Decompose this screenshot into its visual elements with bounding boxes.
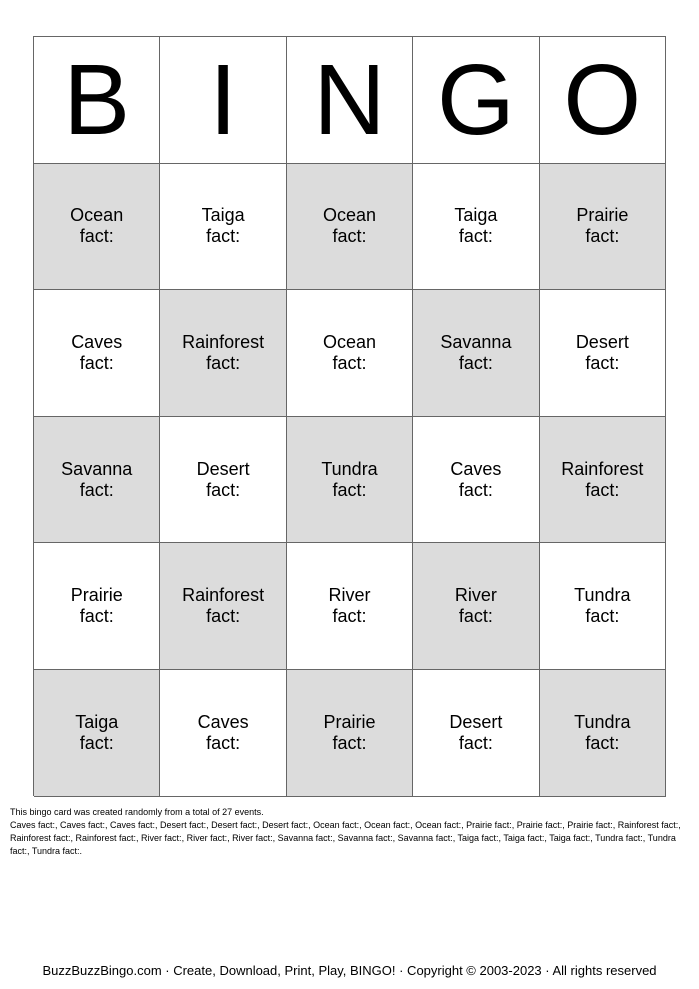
cell-text — [71, 585, 123, 627]
cell-event-name: Ocean — [322, 205, 377, 226]
cell-event-suffix: fact: — [206, 479, 241, 500]
cell-event-name: Desert — [449, 711, 503, 732]
header-cell-o — [540, 37, 666, 164]
cell-event-name: Tundra — [574, 711, 631, 732]
cell-event-name: Prairie — [70, 585, 123, 606]
cell-event-suffix: fact: — [79, 479, 114, 500]
cell-text — [321, 459, 377, 501]
cell-event-suffix: fact: — [458, 479, 493, 500]
cell-event-suffix: fact: — [79, 352, 114, 373]
header-cell-g — [413, 37, 539, 164]
grid-cell — [34, 670, 160, 797]
cell-event-suffix: fact: — [332, 732, 367, 753]
cell-event-name: Desert — [196, 458, 250, 479]
cell-event-suffix: fact: — [332, 352, 367, 373]
cell-event-suffix: fact: — [332, 606, 367, 627]
grid-cell — [34, 417, 160, 544]
header-letter: G — [437, 43, 515, 156]
card-info — [10, 806, 690, 858]
grid-cell — [540, 670, 666, 797]
cell-event-name: River — [328, 585, 371, 606]
cell-event-name: Rainforest — [182, 331, 265, 352]
cell-event-name: River — [454, 585, 497, 606]
cell-text — [323, 205, 376, 247]
cell-event-name: Caves — [197, 711, 249, 732]
grid-cell — [160, 290, 286, 417]
cell-event-suffix: fact: — [585, 606, 620, 627]
cell-event-suffix: fact: — [332, 479, 367, 500]
cell-event-name: Rainforest — [561, 458, 644, 479]
cell-event-name: Savanna — [61, 458, 133, 479]
cell-text — [61, 459, 132, 501]
cell-text — [455, 585, 497, 627]
header-cell-i — [160, 37, 286, 164]
grid-cell — [540, 164, 666, 291]
grid-cell — [160, 543, 286, 670]
cell-text — [202, 205, 245, 247]
grid-cell — [160, 417, 286, 544]
cell-event-suffix: fact: — [332, 226, 367, 247]
header-letter: B — [63, 43, 131, 156]
cell-event-suffix: fact: — [585, 226, 620, 247]
grid-row — [34, 670, 666, 797]
cell-event-suffix: fact: — [206, 226, 241, 247]
cell-event-suffix: fact: — [458, 226, 493, 247]
cell-text — [449, 712, 502, 754]
grid-cell — [413, 290, 539, 417]
card-summary: This bingo card was created randomly from a total of 27 events. — [10, 807, 264, 817]
grid-cell — [287, 543, 413, 670]
grid-cell — [413, 417, 539, 544]
grid-cell — [540, 417, 666, 544]
cell-event-name: Tundra — [574, 585, 631, 606]
cell-event-suffix: fact: — [79, 732, 114, 753]
cell-event-name: Desert — [575, 331, 629, 352]
grid-row — [34, 164, 666, 291]
grid-row — [34, 543, 666, 670]
grid-cell — [160, 670, 286, 797]
grid-cell — [413, 670, 539, 797]
cell-event-suffix: fact: — [458, 352, 493, 373]
cell-event-suffix: fact: — [585, 732, 620, 753]
cell-text — [75, 712, 118, 754]
header-letter: N — [313, 43, 386, 156]
grid-row — [34, 417, 666, 544]
grid-cell — [34, 543, 160, 670]
cell-text — [329, 585, 371, 627]
cell-event-name: Taiga — [201, 205, 245, 226]
cell-text — [197, 459, 250, 501]
cell-event-name: Prairie — [576, 205, 629, 226]
grid-cell — [34, 164, 160, 291]
cell-event-suffix: fact: — [206, 352, 241, 373]
header-cell-b — [34, 37, 160, 164]
header-letter: I — [209, 43, 237, 156]
grid-cell — [540, 290, 666, 417]
cell-text — [561, 459, 643, 501]
header-letter: O — [563, 43, 642, 156]
grid-cell — [34, 290, 160, 417]
cell-event-name: Ocean — [322, 331, 377, 352]
cell-text — [70, 205, 123, 247]
cell-event-suffix: fact: — [79, 226, 114, 247]
cell-event-name: Caves — [450, 458, 502, 479]
cell-event-suffix: fact: — [206, 732, 241, 753]
header-cell-n — [287, 37, 413, 164]
cell-text — [576, 332, 629, 374]
cell-text — [323, 332, 376, 374]
grid-cell — [413, 543, 539, 670]
cell-text — [576, 205, 628, 247]
cell-event-suffix: fact: — [585, 479, 620, 500]
grid-cell — [413, 164, 539, 291]
cell-text — [454, 205, 497, 247]
cell-text — [324, 712, 376, 754]
cell-text — [71, 332, 122, 374]
grid-cell — [160, 164, 286, 291]
grid-row — [34, 290, 666, 417]
cell-text — [574, 712, 630, 754]
cell-event-name: Caves — [71, 331, 123, 352]
cell-event-name: Ocean — [70, 205, 124, 226]
cell-event-name: Rainforest — [182, 585, 265, 606]
cell-event-suffix: fact: — [79, 606, 114, 627]
cell-text — [440, 332, 511, 374]
cell-text — [198, 712, 249, 754]
footer: BuzzBuzzBingo.com · Create, Download, Print, Play, BINGO! · Copyright © 2003-2023 · All rights reserved — [42, 963, 657, 978]
grid-cell — [287, 164, 413, 291]
cell-event-name: Prairie — [323, 711, 376, 732]
grid-cell — [540, 543, 666, 670]
events-list: Caves fact:, Caves fact:, Caves fact:, Desert fact:, Desert fact:, Desert fact:, Ocean fact:, Ocean fact:, Ocean fact:, Prairie fact:, Prairie fact:, Prairie fact:, Rainforest fact:, Rainforest fact:, Rainforest fact:, River fact:, River fact:, River fact:, Savanna fact:, Savanna fact:, Savanna fact:, Taiga fact:, Taiga fact:, Taiga fact:, Tundra fact:, Tundra fact:, Tundra fact:. — [10, 820, 681, 856]
cell-event-suffix: fact: — [458, 732, 493, 753]
cell-event-name: Tundra — [321, 458, 378, 479]
cell-text — [450, 459, 501, 501]
grid-cell — [287, 670, 413, 797]
header-row — [34, 37, 666, 164]
cell-event-name: Taiga — [454, 205, 498, 226]
cell-event-name: Taiga — [75, 711, 119, 732]
bingo-card — [33, 36, 666, 796]
cell-event-suffix: fact: — [458, 606, 493, 627]
grid-cell — [287, 290, 413, 417]
cell-text — [182, 585, 264, 627]
cell-event-suffix: fact: — [585, 352, 620, 373]
cell-text — [182, 332, 264, 374]
cell-event-name: Savanna — [440, 331, 512, 352]
cell-text — [574, 585, 630, 627]
cell-event-suffix: fact: — [206, 606, 241, 627]
grid-cell — [287, 417, 413, 544]
